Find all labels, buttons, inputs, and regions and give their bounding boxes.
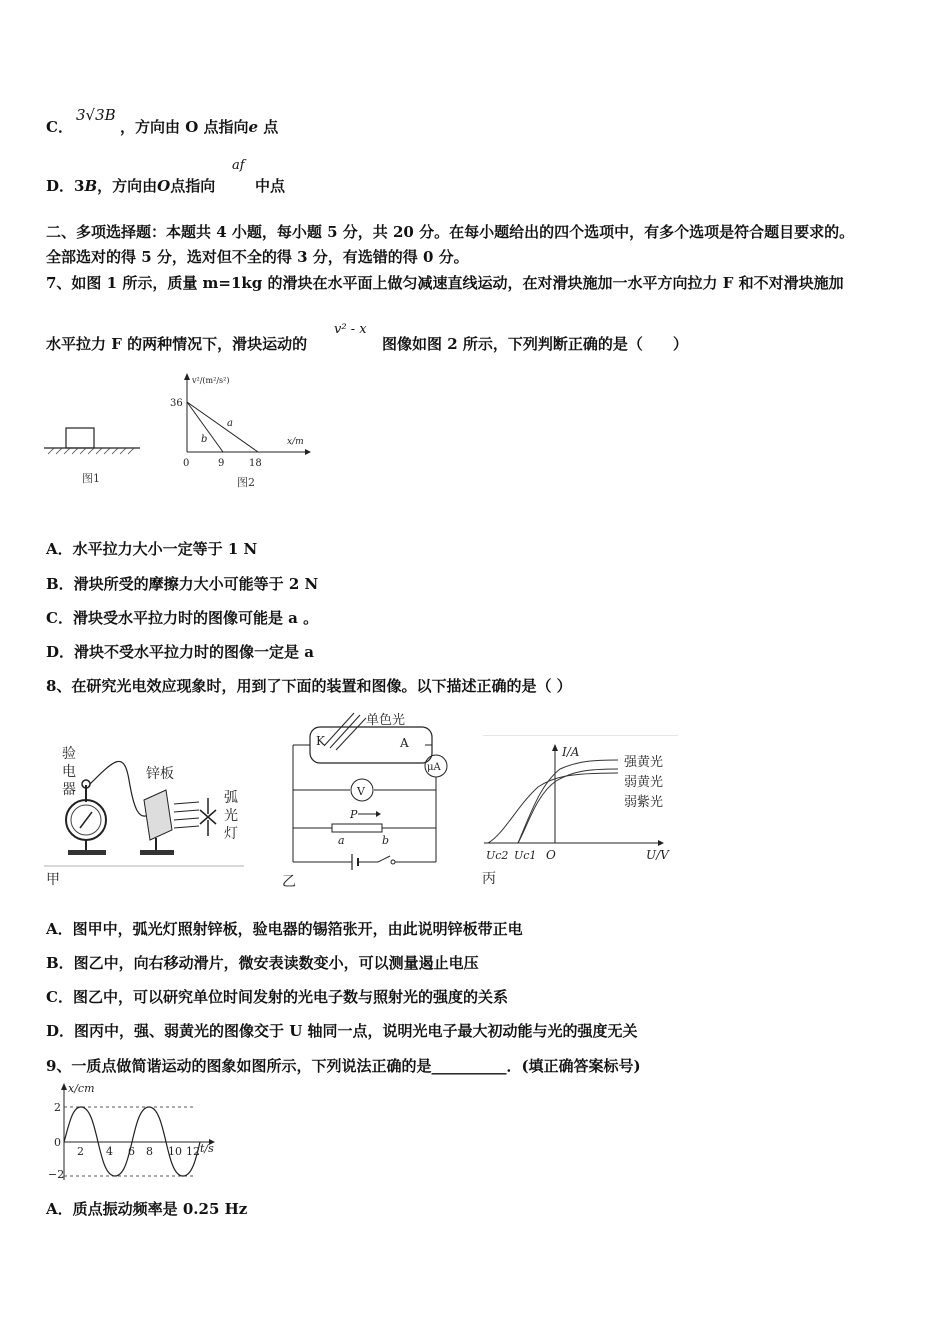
prev-option-c-math: 3√3B <box>76 106 116 124</box>
q9-figure <box>44 1080 234 1185</box>
switch <box>378 856 390 862</box>
q7-stem-line2b: 图像如图 2 所示，下列判断正确的是（ ） <box>382 335 688 353</box>
slider-p: P <box>350 808 358 821</box>
q8-option-d: D．图丙中，强、弱黄光的图像交于 U 轴同一点，说明光电子最大初动能与光的强度无关 <box>46 1022 638 1040</box>
q7-stem-line2a: 水平拉力 F 的两种情况下，滑块运动的 <box>46 335 308 353</box>
curve-label-strong-yellow: 强黄光 <box>624 755 664 770</box>
jia-label-2: 电 <box>62 764 76 780</box>
prev-option-c-text: ，方向由 O 点指向e 点 <box>120 118 279 136</box>
q9-stem: 9、一质点做简谐运动的图象如图所示，下列说法正确的是__________．(填正确答案标号) <box>46 1057 641 1075</box>
fig2-ylabel: v²/(m²/s²) <box>192 376 230 385</box>
label-origin: O <box>546 848 556 862</box>
light-arrows <box>174 802 199 828</box>
prev-option-c: C． <box>46 118 73 136</box>
q7-stem-line1: 7、如图 1 所示，质量 m=1kg 的滑块在水平面上做匀减速直线运动，在对滑块施加一水平方向拉力 F 和不对滑块施加 <box>46 274 844 292</box>
microammeter-label: μA <box>427 762 441 773</box>
label-a: a <box>227 418 233 429</box>
q7-figure1 <box>44 420 144 490</box>
q9-ym2: −2 <box>48 1168 65 1181</box>
q9-y0: 0 <box>54 1136 61 1149</box>
fig1-caption: 图1 <box>82 472 100 485</box>
jia-caption: 甲 <box>46 872 60 888</box>
light-rays <box>324 713 366 750</box>
lamp-label-2: 光 <box>224 808 238 824</box>
fig2-x0: 0 <box>183 458 190 469</box>
q9-tick-8: 8 <box>146 1145 153 1158</box>
fig2-x18: 18 <box>249 458 262 469</box>
arc-lamp <box>200 798 216 836</box>
q9-ylabel: x/cm <box>68 1082 95 1095</box>
end-a: a <box>338 834 345 847</box>
q9-tick-12: 12 <box>186 1145 200 1158</box>
prev-option-d-math: af <box>232 158 245 173</box>
q9-tick-6: 6 <box>128 1145 135 1158</box>
zinc-plate <box>144 790 172 840</box>
bing-xlabel: U/V <box>646 848 669 862</box>
q9-tick-10: 10 <box>168 1145 182 1158</box>
line-a <box>187 402 258 452</box>
prev-option-d: D．3B，方向由O点指向 <box>46 177 216 195</box>
q8-figure-bing <box>478 735 688 890</box>
ground-hatching <box>48 448 134 454</box>
q8-option-a: A．图甲中，弧光灯照射锌板，验电器的锡箔张开，由此说明锌板带正电 <box>46 920 523 938</box>
q7-option-d: D．滑块不受水平拉力时的图像一定是 a <box>46 643 314 661</box>
bing-ylabel: I/A <box>562 745 580 759</box>
rheostat <box>332 824 382 832</box>
q8-figure-jia <box>44 740 249 890</box>
label-uc2: Uc2 <box>486 849 509 862</box>
jia-label-1: 验 <box>62 746 76 762</box>
curve-label-weak-violet: 弱紫光 <box>624 795 664 810</box>
bing-caption: 丙 <box>482 871 496 887</box>
q7-math: v² - x <box>334 322 367 337</box>
yi-caption: 乙 <box>282 874 296 890</box>
section-header-line1: 二、多项选择题：本题共 4 小题，每小题 5 分，共 20 分。在每小题给出的四个选项中，有多个选项是符合题目要求的。 <box>46 223 855 241</box>
photocell <box>310 727 432 763</box>
fig2-xlabel: x/m <box>287 437 304 447</box>
q9-tick-2: 2 <box>77 1145 84 1158</box>
monochromatic-light-label: 单色光 <box>366 713 406 728</box>
q7-option-b: B．滑块所受的摩擦力大小可能等于 2 N <box>46 575 319 593</box>
q9-y2: 2 <box>54 1101 61 1114</box>
lamp-label-3: 灯 <box>224 826 238 842</box>
zinc-plate-label: 锌板 <box>146 766 174 782</box>
q7-option-a: A．水平拉力大小一定等于 1 N <box>46 540 258 558</box>
cathode-k: K <box>316 734 325 748</box>
curve-label-weak-yellow: 弱黄光 <box>624 775 664 790</box>
end-b: b <box>382 834 390 847</box>
block-shape <box>66 428 94 448</box>
q9-option-a: A．质点振动频率是 0.25 Hz <box>46 1200 248 1218</box>
curve-strong-yellow <box>518 760 618 843</box>
lamp-label-1: 弧 <box>224 790 238 806</box>
fig2-caption: 图2 <box>237 476 255 489</box>
prev-option-d-end: 中点 <box>255 177 286 195</box>
wire <box>90 761 149 816</box>
jia-label-3: 器 <box>62 782 76 798</box>
fig2-x9: 9 <box>218 458 225 469</box>
q8-figure-yi <box>280 710 455 890</box>
q8-option-b: B．图乙中，向右移动滑片，微安表读数变小，可以测量遏止电压 <box>46 954 479 972</box>
q9-xlabel: t/s <box>200 1142 214 1155</box>
anode-a: A <box>400 736 409 750</box>
label-uc1: Uc1 <box>514 849 537 862</box>
q8-stem: 8、在研究光电效应现象时，用到了下面的装置和图像。以下描述正确的是（ ） <box>46 677 572 695</box>
q9-tick-4: 4 <box>106 1145 113 1158</box>
label-b: b <box>201 434 208 445</box>
curve-weak-yellow <box>518 769 618 843</box>
q8-option-c: C．图乙中，可以研究单位时间发射的光电子数与照射光的强度的关系 <box>46 988 508 1006</box>
q7-option-c: C．滑块受水平拉力时的图像可能是 a 。 <box>46 609 319 627</box>
fig2-y36: 36 <box>170 398 183 409</box>
section-header-line2: 全部选对的得 5 分，选对但不全的得 3 分，有选错的得 0 分。 <box>46 248 469 266</box>
voltmeter-label: V <box>357 785 365 798</box>
q7-figure2 <box>165 370 315 492</box>
